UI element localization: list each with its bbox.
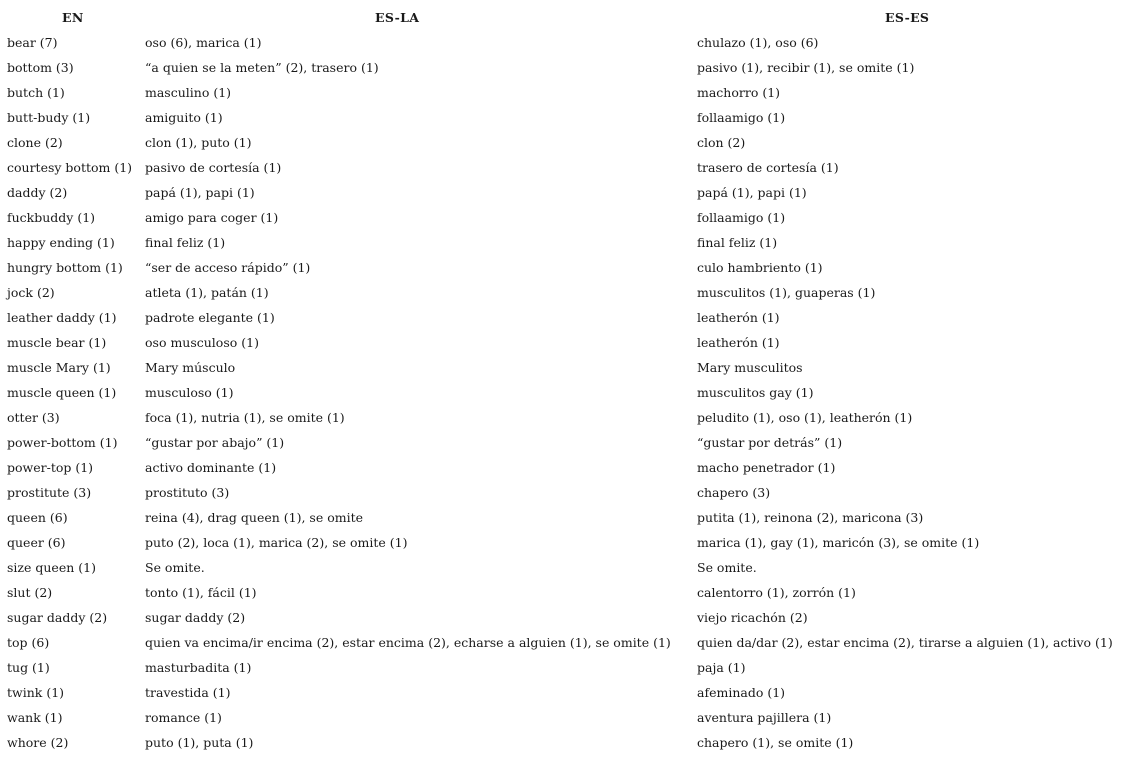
table-row	[0, 355, 1135, 380]
term-en: slut (2)	[7, 585, 53, 600]
term-en: top (6)	[7, 635, 50, 650]
translation-table	[0, 4, 1135, 755]
term-es-la: oso musculoso (1)	[145, 335, 259, 350]
term-es-es: aventura pajillera (1)	[697, 710, 832, 725]
table-row	[0, 205, 1135, 230]
term-es-la: travestida (1)	[145, 685, 231, 700]
term-es-es: putita (1), reinona (2), maricona (3)	[697, 510, 924, 525]
term-en: bear (7)	[7, 35, 58, 50]
term-en: fuckbuddy (1)	[7, 210, 96, 225]
table-row	[0, 55, 1135, 80]
term-es-es: pasivo (1), recibir (1), se omite (1)	[697, 60, 915, 75]
table-row	[0, 155, 1135, 180]
term-en: queer (6)	[7, 535, 66, 550]
table-row	[0, 505, 1135, 530]
table-row	[0, 480, 1135, 505]
term-es-es: chapero (3)	[697, 485, 771, 500]
term-es-la: clon (1), puto (1)	[145, 135, 252, 150]
term-en: power-bottom (1)	[7, 435, 118, 450]
table-row	[0, 455, 1135, 480]
table-row	[0, 105, 1135, 130]
term-es-la: pasivo de cortesía (1)	[145, 160, 282, 175]
term-en: muscle bear (1)	[7, 335, 107, 350]
term-es-la: amigo para coger (1)	[145, 210, 279, 225]
header-es-la: ES-LA	[375, 9, 420, 25]
term-en: daddy (2)	[7, 185, 68, 200]
term-es-la: “gustar por abajo” (1)	[145, 435, 285, 450]
table-row	[0, 30, 1135, 55]
term-en: wank (1)	[7, 710, 63, 725]
term-es-es: trasero de cortesía (1)	[697, 160, 839, 175]
table-row	[0, 680, 1135, 705]
term-en: hungry bottom (1)	[7, 260, 123, 275]
table-header	[0, 4, 1135, 30]
table-row	[0, 655, 1135, 680]
term-es-la: final feliz (1)	[145, 235, 226, 250]
term-en: prostitute (3)	[7, 485, 92, 500]
term-es-es: macho penetrador (1)	[697, 460, 836, 475]
term-es-la: foca (1), nutria (1), se omite (1)	[145, 410, 345, 425]
term-es-la: amiguito (1)	[145, 110, 223, 125]
table-body	[0, 30, 1135, 755]
term-es-es: musculitos gay (1)	[697, 385, 814, 400]
term-es-es: clon (2)	[697, 135, 746, 150]
term-es-la: papá (1), papi (1)	[145, 185, 255, 200]
term-en: muscle Mary (1)	[7, 360, 111, 375]
term-es-es: viejo ricachón (2)	[697, 610, 808, 625]
term-es-la: tonto (1), fácil (1)	[145, 585, 257, 600]
term-es-es: musculitos (1), guaperas (1)	[697, 285, 876, 300]
term-es-la: puto (1), puta (1)	[145, 735, 254, 750]
term-es-la: prostituto (3)	[145, 485, 230, 500]
header-es-es: ES-ES	[885, 9, 930, 25]
term-es-la: reina (4), drag queen (1), se omite	[145, 510, 364, 525]
term-es-es: quien da/dar (2), estar encima (2), tirarse a alguien (1), activo (1)	[697, 635, 1113, 650]
term-es-la: puto (2), loca (1), marica (2), se omite (1)	[145, 535, 408, 550]
table-row	[0, 230, 1135, 255]
term-en: twink (1)	[7, 685, 65, 700]
term-es-es: leatherón (1)	[697, 335, 780, 350]
term-es-la: musculoso (1)	[145, 385, 234, 400]
term-en: butt-budy (1)	[7, 110, 91, 125]
table-row	[0, 130, 1135, 155]
term-es-la: Se omite.	[145, 560, 205, 575]
term-es-es: calentorro (1), zorrón (1)	[697, 585, 856, 600]
term-es-la: quien va encima/ir encima (2), estar encima (2), echarse a alguien (1), se omite (1)	[145, 635, 671, 650]
term-en: leather daddy (1)	[7, 310, 117, 325]
term-es-es: final feliz (1)	[697, 235, 778, 250]
term-es-la: padrote elegante (1)	[145, 310, 275, 325]
table-row	[0, 305, 1135, 330]
table-row	[0, 705, 1135, 730]
term-es-la: Mary músculo	[145, 360, 236, 375]
term-en: bottom (3)	[7, 60, 74, 75]
table-row	[0, 280, 1135, 305]
term-es-es: follaamigo (1)	[697, 210, 786, 225]
term-en: butch (1)	[7, 85, 65, 100]
table-row	[0, 180, 1135, 205]
table-row	[0, 530, 1135, 555]
term-es-es: machorro (1)	[697, 85, 781, 100]
term-es-es: follaamigo (1)	[697, 110, 786, 125]
term-en: muscle queen (1)	[7, 385, 117, 400]
term-es-es: marica (1), gay (1), maricón (3), se omite (1)	[697, 535, 980, 550]
table-row	[0, 430, 1135, 455]
term-es-la: “a quien se la meten” (2), trasero (1)	[145, 60, 379, 75]
table-row	[0, 605, 1135, 630]
term-en: sugar daddy (2)	[7, 610, 108, 625]
term-es-la: masturbadita (1)	[145, 660, 252, 675]
term-en: whore (2)	[7, 735, 69, 750]
term-en: power-top (1)	[7, 460, 94, 475]
term-en: tug (1)	[7, 660, 50, 675]
term-en: otter (3)	[7, 410, 60, 425]
header-row	[0, 4, 1135, 30]
table-row	[0, 555, 1135, 580]
table-row	[0, 330, 1135, 355]
term-es-es: papá (1), papi (1)	[697, 185, 807, 200]
term-es-es: afeminado (1)	[697, 685, 786, 700]
term-es-es: “gustar por detrás” (1)	[697, 435, 843, 450]
term-es-es: Mary musculitos	[697, 360, 803, 375]
table-row	[0, 380, 1135, 405]
term-es-la: masculino (1)	[145, 85, 232, 100]
term-es-la: romance (1)	[145, 710, 222, 725]
term-es-es: chapero (1), se omite (1)	[697, 735, 854, 750]
term-en: size queen (1)	[7, 560, 96, 575]
table-row	[0, 580, 1135, 605]
term-en: courtesy bottom (1)	[7, 160, 133, 175]
term-es-la: oso (6), marica (1)	[145, 35, 262, 50]
term-en: clone (2)	[7, 135, 63, 150]
term-es-la: activo dominante (1)	[145, 460, 277, 475]
header-en: EN	[62, 9, 84, 25]
table-row	[0, 405, 1135, 430]
term-en: queen (6)	[7, 510, 68, 525]
term-en: happy ending (1)	[7, 235, 115, 250]
term-es-es: leatherón (1)	[697, 310, 780, 325]
table-row	[0, 255, 1135, 280]
term-es-la: “ser de acceso rápido” (1)	[145, 260, 311, 275]
table-row	[0, 80, 1135, 105]
term-en: jock (2)	[7, 285, 55, 300]
term-es-la: atleta (1), patán (1)	[145, 285, 269, 300]
table-row	[0, 630, 1135, 655]
term-es-es: chulazo (1), oso (6)	[697, 35, 819, 50]
table-row	[0, 730, 1135, 755]
term-es-es: culo hambriento (1)	[697, 260, 823, 275]
term-es-es: Se omite.	[697, 560, 757, 575]
term-es-es: paja (1)	[697, 660, 746, 675]
term-es-es: peludito (1), oso (1), leatherón (1)	[697, 410, 913, 425]
term-es-la: sugar daddy (2)	[145, 610, 246, 625]
